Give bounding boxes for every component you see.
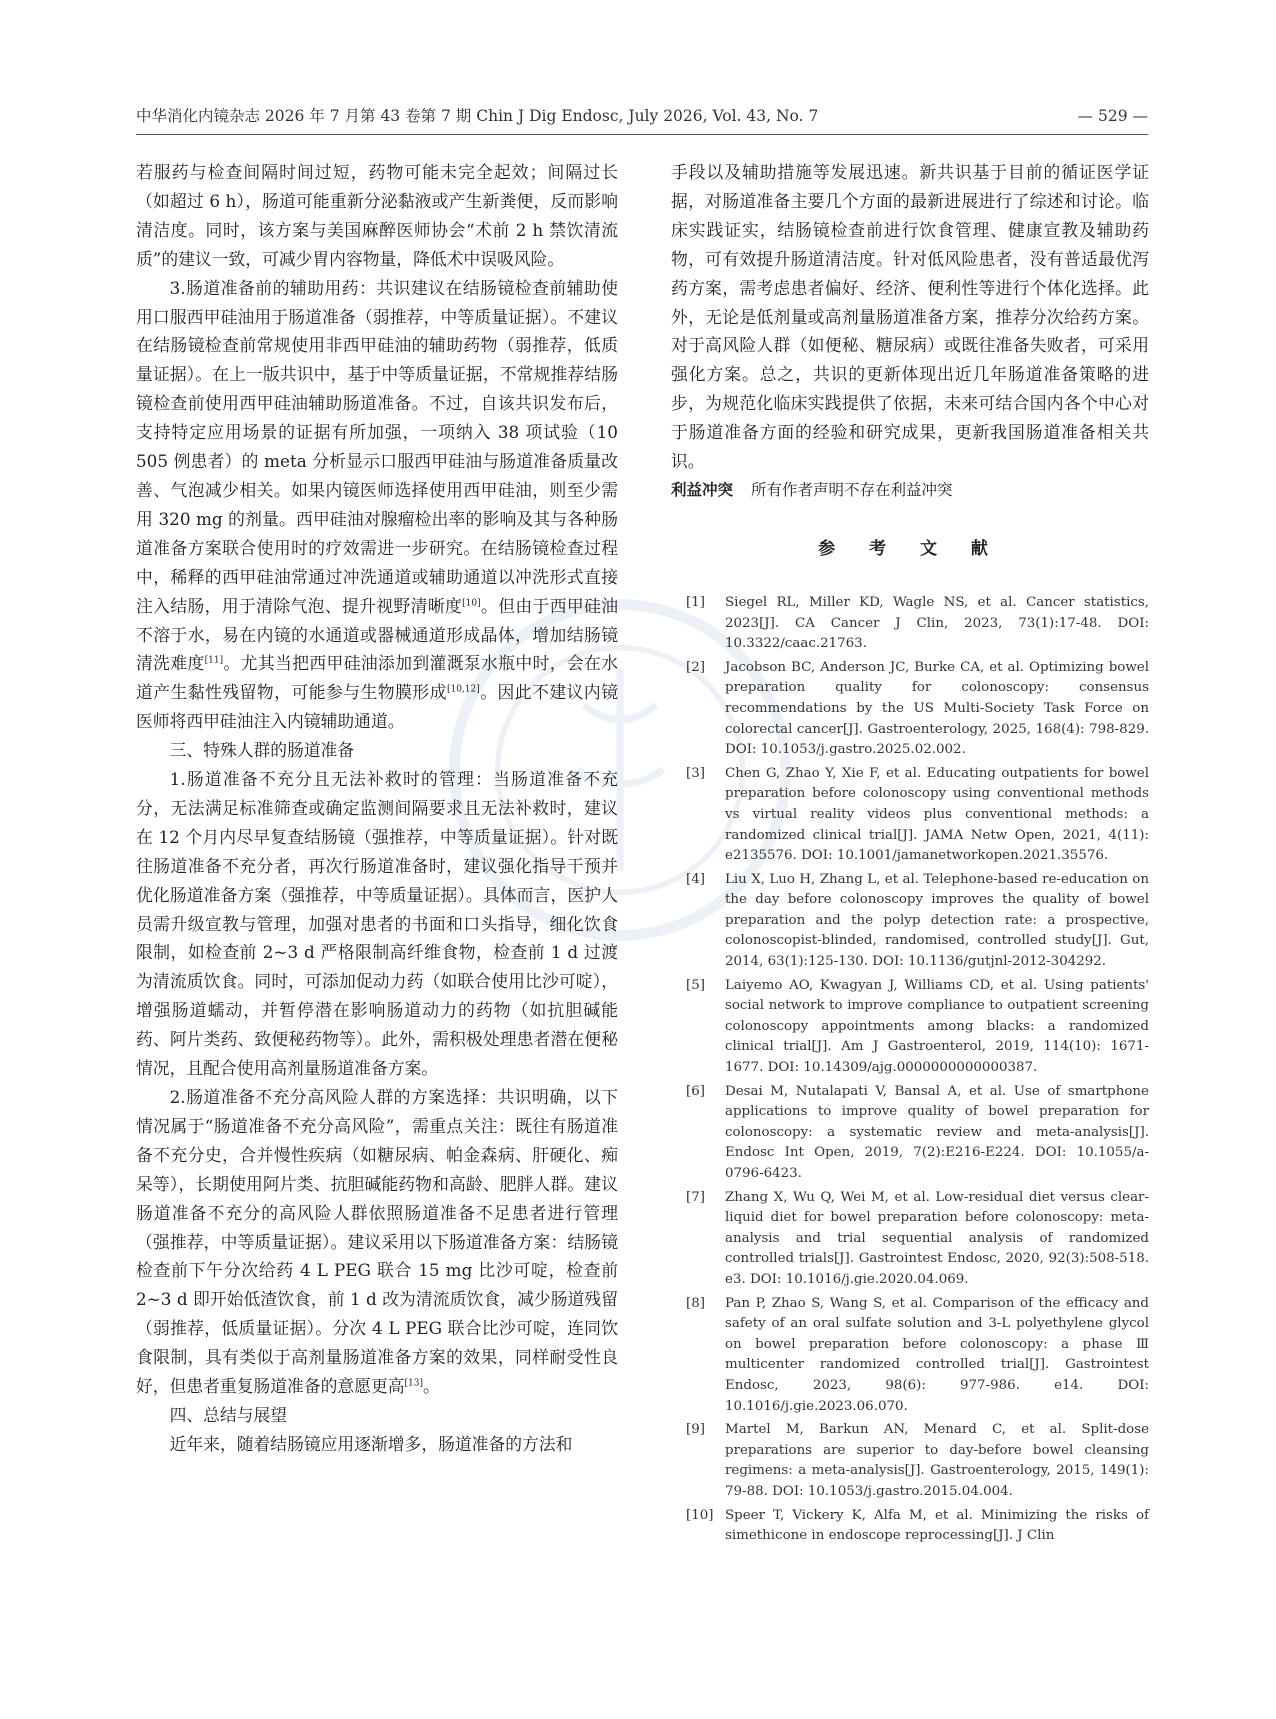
paragraph-auxiliary-medication bbox=[136, 274, 618, 737]
reference-number: [4] bbox=[686, 871, 705, 887]
section-heading-special-populations: 三、特殊人群的肠道准备 bbox=[169, 740, 355, 761]
reference-number: [9] bbox=[686, 1422, 705, 1438]
reference-number: [3] bbox=[686, 765, 705, 781]
text-run: 。 bbox=[423, 1376, 440, 1397]
reference-number: [7] bbox=[686, 1189, 705, 1205]
reference-number: [6] bbox=[686, 1083, 705, 1099]
reference-list bbox=[671, 593, 1149, 1547]
text-run: 3.肠道准备前的辅助用药：共识建议在结肠镜检查前辅助使用口服西甲硅油用于肠道准备（弱推荐，中等质量证据）。不建议在结肠镜检查前常规使用非西甲硅油的辅助药物（弱推荐，低质量证据）。在上一版共识中，基于中等质量证据，不常规推荐结肠镜检查前使用西甲硅油辅助肠道准备。不过，自该共识发布后，支持特定应用场景的证据有所加强，一项纳入 38 项试验（10 505 例患者）的 meta 分析显示口服西甲硅油与肠道准备质量改善、气泡减少相关。如果内镜医师选择使用西甲硅油，则至少需用 320 mg 的剂量。西甲硅油对腺瘤检出率的影响及其与各种肠道准备方案联合使用时的疗效需进一步研究。在结肠镜检查过程中，稀释的西甲硅油常通过冲洗通道或辅助通道以冲洗形式直接注入结肠，用于清除气泡、提升视野清晰度 bbox=[136, 277, 618, 616]
coi-text: 所有作者声明不存在利益冲突 bbox=[751, 480, 953, 499]
reference-number: [5] bbox=[686, 977, 705, 993]
reference-item bbox=[671, 1420, 1149, 1502]
reference-item bbox=[671, 658, 1149, 761]
reference-number: [1] bbox=[686, 594, 705, 610]
reference-item bbox=[671, 1188, 1149, 1291]
reference-text: Laiyemo AO, Kwagyan J, Williams CD, et al. Using patients' social network to improve compliance to outpatient screening colonoscopy appointments among blacks: a randomized clinical trial[J]. Am J Gastroenterol, 2019, 114(10): 1671-1677. DOI: 10.14309/ajg.0000000000000387. bbox=[725, 977, 1149, 1076]
paragraph: 若服药与检查间隔时间过短，药物可能未完全起效；间隔过长（如超过 6 h），肠道可能重新分泌黏液或产生新粪便，反而影响清洁度。同时，该方案与美国麻醉医师协会“术前 2 h 禁饮清流质”的建议一致，可减少胃内容物量，降低术中误吸风险。 bbox=[136, 162, 618, 269]
reference-text: Zhang X, Wu Q, Wei M, et al. Low-residual diet versus clear-liquid diet for bowel preparation before colonoscopy: meta-analysis and trial sequential analysis of randomized controlled trials[J]. Gastrointest Endosc, 2020, 92(3):508-518. e3. DOI: 10.1016/j.gie.2020.04.069. bbox=[725, 1189, 1149, 1287]
reference-item bbox=[671, 1506, 1149, 1547]
reference-item bbox=[671, 976, 1149, 1079]
reference-text: Martel M, Barkun AN, Menard C, et al. Split-dose preparations are superior to day-before bowel cleansing regimens: a meta-analysis[J]. Gastroenterology, 2015, 149(1): 79-88. DOI: 10.1053/j.gastro.2015.04.004. bbox=[725, 1422, 1149, 1499]
reference-number: [8] bbox=[686, 1295, 705, 1311]
journal-citation: 中华消化内镜杂志 2026 年 7 月第 43 卷第 7 期 Chin J Dig Endosc, July 2026, Vol. 43, No. 7 bbox=[136, 107, 819, 125]
reference-text: Siegel RL, Miller KD, Wagle NS, et al. Cancer statistics, 2023[J]. CA Cancer J Clin, 2023, 73(1):17-48. DOI: 10.3322/caac.21763. bbox=[725, 594, 1149, 652]
right-column bbox=[671, 158, 1149, 1550]
citation: [10,12] bbox=[446, 684, 480, 695]
section-heading-summary: 四、总结与展望 bbox=[169, 1404, 288, 1425]
paragraph-inadequate-prep: 1.肠道准备不充分且无法补救时的管理：当肠道准备不充分，无法满足标准筛查或确定监测间隔要求且无法补救时，建议在 12 个月内尽早复查结肠镜（强推荐，中等质量证据）。针对既往肠道准备不充分者，再次行肠道准备时，建议强化指导干预并优化肠道准备方案（强推荐，中等质量证据）。具体而言，医护人员需升级宣教与管理，加强对患者的书面和口头指导，细化饮食限制，如检查前 2~3 d 严格限制高纤维食物，检查前 1 d 过渡为清流质饮食。同时，可添加促动力药（如联合使用比沙可啶），增强肠道蠕动，并暂停潜在影响肠道动力的药物（如抗胆碱能药、阿片类药、致便秘药物等）。此外，需积极处理患者潜在便秘情况，且配合使用高剂量肠道准备方案。 bbox=[136, 769, 618, 1079]
left-column bbox=[136, 158, 618, 1459]
paragraph-summary-continued: 手段以及辅助措施等发展迅速。新共识基于目前的循证医学证据，对肠道准备主要几个方面的最新进展进行了综述和讨论。临床实践证实，结肠镜检查前进行饮食管理、健康宣教及辅助药物，可有效提升肠道清洁度。针对低风险患者，没有普适最优泻药方案，需考虑患者偏好、经济、便利性等进行个体化选择。此外，无论是低剂量或高剂量肠道准备方案，推荐分次给药方案。对于高风险人群（如便秘、糖尿病）或既往准备失败者，可采用强化方案。总之，共识的更新体现出近几年肠道准备策略的进步，为规范化临床实践提供了依据，未来可结合国内各个中心对于肠道准备方面的经验和研究成果，更新我国肠道准备相关共识。 bbox=[671, 162, 1149, 472]
reference-item bbox=[671, 1082, 1149, 1185]
text-run: 。尤其当把西甲硅油添加到灌溉泵水瓶中时，会在水道产生黏性残留物，可能参与生物膜形成 bbox=[136, 653, 618, 703]
citation: [10] bbox=[462, 598, 481, 608]
reference-item bbox=[671, 593, 1149, 655]
header-divider bbox=[136, 134, 1148, 135]
paragraph-high-risk bbox=[136, 1083, 618, 1401]
reference-text: Liu X, Luo H, Zhang L, et al. Telephone-based re-education on the day before colonoscopy improves the quality of bowel preparation and the polyp detection rate: a prospective, colonoscopist-blinded, randomised, controlled study[J]. Gut, 2014, 63(1):125-130. DOI: 10.1136/gutjnl-2012-304292. bbox=[725, 871, 1149, 970]
reference-number: [10] bbox=[686, 1507, 714, 1523]
references-title: 参 考 文 献 bbox=[818, 538, 1002, 559]
citation: [13] bbox=[404, 1378, 423, 1389]
reference-text: Jacobson BC, Anderson JC, Burke CA, et al. Optimizing bowel preparation quality for colonoscopy: consensus recommendations by the US Multi-Society Task Force on colorectal cancer[J]. Gastroenterology, 2025, 168(4): 798-829. DOI: 10.1053/j.gastro.2025.02.002. bbox=[725, 659, 1149, 758]
conflict-of-interest bbox=[671, 476, 1149, 504]
text-run: 。因此不建议内镜医师将西甲硅油注入内镜辅助通道。 bbox=[136, 682, 618, 732]
text-run: 2.肠道准备不充分高风险人群的方案选择：共识明确，以下情况属于“肠道准备不充分高风险”，需重点关注：既往有肠道准备不充分史，合并慢性疾病（如糖尿病、帕金森病、肝硬化、痴呆等），长期使用阿片类、抗胆碱能药物和高龄、肥胖人群。建议肠道准备不充分的高风险人群依照肠道准备不足患者进行管理（强推荐，中等质量证据）。建议采用以下肠道准备方案：结肠镜检查前下午分次给药 4 L PEG 联合 15 mg 比沙可啶，检查前 2~3 d 即开始低渣饮食，前 1 d 改为清流质饮食，减少肠道残留（弱推荐，低质量证据）。分次 4 L PEG 联合比沙可啶，连同饮食限制，具有类似于高剂量肠道准备方案的效果，同样耐受性良好，但患者重复肠道准备的意愿更高 bbox=[136, 1087, 618, 1397]
reference-text: Chen G, Zhao Y, Xie F, et al. Educating outpatients for bowel preparation before colonoscopy using conventional methods vs virtual reality videos plus conventional methods: a randomized clinical trial[J]. JAMA Netw Open, 2021, 4(11): e2135576. DOI: 10.1001/jamanetworkopen.2021.35576. bbox=[725, 765, 1149, 864]
reference-number: [2] bbox=[686, 659, 705, 675]
citation: [11] bbox=[204, 655, 224, 666]
reference-text: Speer T, Vickery K, Alfa M, et al. Minimizing the risks of simethicone in endoscope reprocessing[J]. J Clin bbox=[725, 1507, 1149, 1544]
reference-item bbox=[671, 764, 1149, 867]
paragraph-summary-start: 近年来，随着结肠镜应用逐渐增多，肠道准备的方法和 bbox=[169, 1433, 573, 1454]
reference-text: Pan P, Zhao S, Wang S, et al. Comparison of the efficacy and safety of an oral sulfate solution and 3-L polyethylene glycol on bowel preparation before colonoscopy: a phase Ⅲ multicenter randomized controlled trial[J]. Gastrointest Endosc, 2023, 98(6): 977-986. e14. DOI: 10.1016/j.gie.2023.06.070. bbox=[725, 1295, 1149, 1414]
coi-label: 利益冲突 bbox=[671, 480, 734, 499]
reference-item bbox=[671, 870, 1149, 973]
reference-text: Desai M, Nutalapati V, Bansal A, et al. Use of smartphone applications to improve quality of bowel preparation for colonoscopy: a systematic review and meta-analysis[J]. Endosc Int Open, 2019, 7(2):E216-E224. DOI: 10.1055/a-0796-6423. bbox=[725, 1083, 1149, 1181]
page-number: — 529 — bbox=[1077, 107, 1148, 125]
text-run: 。但由于西甲硅油不溶于水，易在内镜的水通道或器械通道形成晶体，增加结肠镜清洗难度 bbox=[136, 595, 618, 674]
reference-item bbox=[671, 1294, 1149, 1418]
